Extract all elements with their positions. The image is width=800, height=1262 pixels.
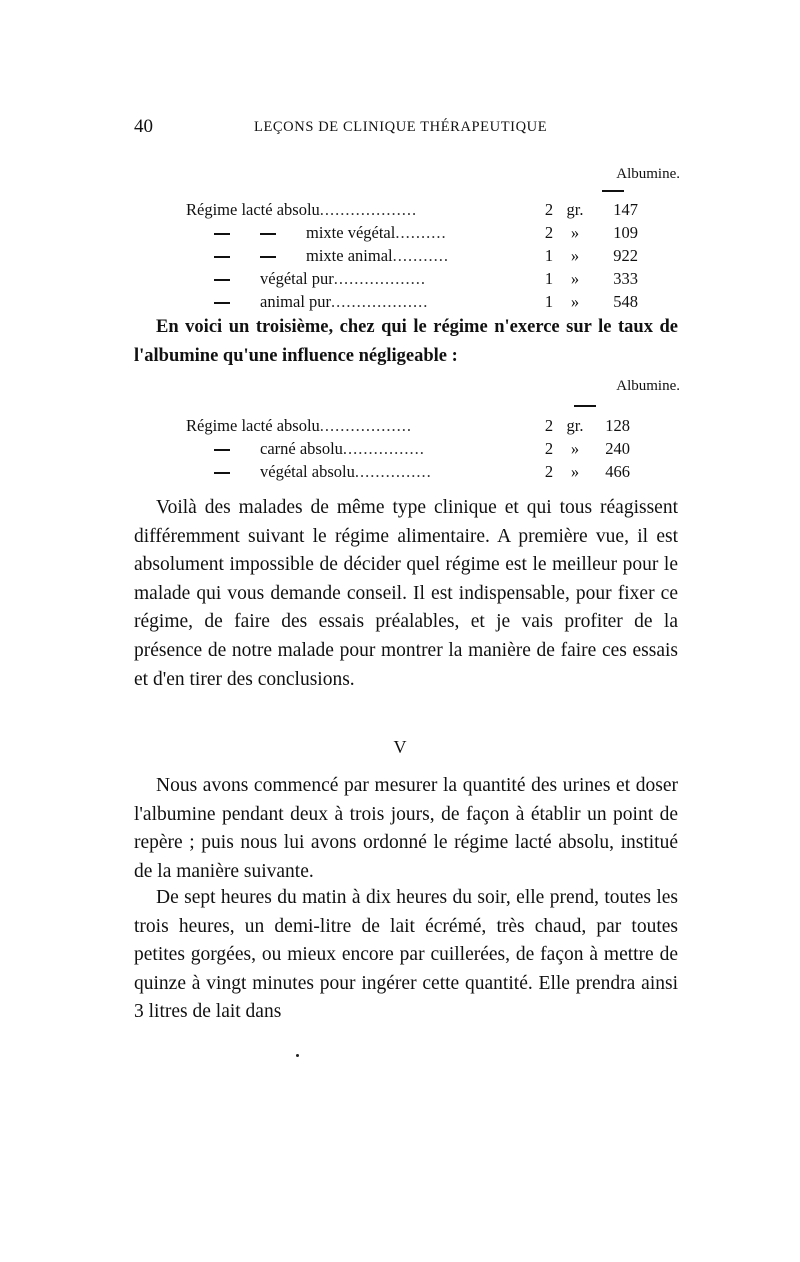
value-cell: 466 bbox=[605, 462, 630, 481]
paragraph-method: Nous avons commencé par mesurer la quantité des urines et doser l'albumine pendant deux à trois jours, de façon à établir un point de repère ; puis nous lui avons ordonné le régime lacté absolu, institué de la manière suivante. bbox=[134, 775, 678, 882]
ditto-dash bbox=[214, 233, 230, 235]
ditto-dash bbox=[260, 233, 276, 235]
value-cell: 147 bbox=[613, 200, 638, 219]
ditto-dash bbox=[214, 472, 230, 474]
table-row bbox=[186, 221, 638, 244]
grams-cell: 2 bbox=[544, 223, 554, 242]
ditto-dash bbox=[214, 302, 230, 304]
paragraph-third-case: En voici un troisième, chez qui le régime n'exerce sur le taux de l'albumine qu'une influence négligeable : bbox=[134, 317, 678, 366]
value-cell: 109 bbox=[613, 223, 638, 242]
leader-dots: .................. bbox=[333, 269, 427, 288]
running-title: LEÇONS DE CLINIQUE THÉRAPEUTIQUE bbox=[254, 119, 548, 135]
grams-cell: 1 bbox=[544, 292, 554, 311]
table-row bbox=[186, 244, 638, 267]
table1-column-heading: Albumine. bbox=[616, 166, 680, 182]
value-cell: 548 bbox=[613, 292, 638, 311]
leader-dots: .................. bbox=[319, 416, 413, 435]
albumin-table-1 bbox=[186, 198, 638, 313]
table2-heading-rule bbox=[574, 405, 596, 407]
section-numeral: V bbox=[393, 737, 407, 757]
row-label: mixte animal bbox=[306, 246, 393, 265]
grams-cell: 1 bbox=[544, 246, 554, 265]
row-label: végétal pur bbox=[260, 269, 334, 288]
table-row bbox=[186, 414, 630, 437]
unit-cell: » bbox=[570, 292, 580, 311]
table-row bbox=[186, 267, 638, 290]
grams-cell: 2 bbox=[544, 462, 554, 481]
unit-cell: » bbox=[570, 246, 580, 265]
unit-cell: gr. bbox=[566, 200, 584, 219]
row-label: végétal absolu bbox=[260, 462, 355, 481]
table-row bbox=[186, 290, 638, 313]
unit-cell: » bbox=[570, 439, 580, 458]
leader-dots: ........... bbox=[392, 246, 449, 265]
table-row bbox=[186, 437, 630, 460]
leader-dots: ............... bbox=[354, 462, 432, 481]
page-header bbox=[134, 116, 679, 140]
row-label: Régime lacté absolu bbox=[186, 200, 320, 219]
unit-cell: » bbox=[570, 269, 580, 288]
ditto-dash bbox=[214, 449, 230, 451]
paragraph-conclusion: Voilà des malades de même type clinique et qui tous réagissent différemment suivant le régime alimentaire. A première vue, il est absolument impossible de décider quel régime est le meilleur pour le malade qui vous demande conseil. Il est indispensable, pour fixer ce régime, de faire des essais préalables, et je vais profiter de la présence de notre malade pour montrer la manière de faire ces essais et d'en tirer des conclusions. bbox=[134, 497, 678, 690]
table-row bbox=[186, 460, 630, 483]
paragraph-regimen: De sept heures du matin à dix heures du soir, elle prend, toutes les trois heures, un demi-litre de lait écrémé, très chaud, par toutes petites gorgées, ou mieux encore par cuillerées, de façon à mettre de quinze à vingt minutes pour ingérer cette quantité. Elle prendra ainsi 3 litres de lait dans bbox=[134, 887, 678, 1023]
ditto-dash bbox=[260, 256, 276, 258]
grams-cell: 2 bbox=[544, 439, 554, 458]
albumin-table-2 bbox=[186, 414, 630, 483]
leader-dots: ................... bbox=[319, 200, 418, 219]
value-cell: 240 bbox=[605, 439, 630, 458]
print-speck bbox=[296, 1054, 299, 1057]
grams-cell: 1 bbox=[544, 269, 554, 288]
value-cell: 333 bbox=[613, 269, 638, 288]
table1-heading-rule bbox=[602, 190, 624, 192]
value-cell: 922 bbox=[613, 246, 638, 265]
table-row bbox=[186, 198, 638, 221]
grams-cell: 2 bbox=[544, 416, 554, 435]
ditto-dash bbox=[214, 256, 230, 258]
table2-column-heading: Albumine. bbox=[616, 378, 680, 394]
row-label: animal pur bbox=[260, 292, 332, 311]
page-number: 40 bbox=[134, 116, 153, 137]
value-cell: 128 bbox=[605, 416, 630, 435]
grams-cell: 2 bbox=[544, 200, 554, 219]
leader-dots: ................ bbox=[342, 439, 425, 458]
row-label: mixte végétal bbox=[306, 223, 396, 242]
unit-cell: » bbox=[570, 462, 580, 481]
leader-dots: .......... bbox=[395, 223, 447, 242]
ditto-dash bbox=[214, 279, 230, 281]
row-label: carné absolu bbox=[260, 439, 343, 458]
unit-cell: gr. bbox=[566, 416, 584, 435]
unit-cell: » bbox=[570, 223, 580, 242]
row-label: Régime lacté absolu bbox=[186, 416, 320, 435]
leader-dots: ................... bbox=[331, 292, 429, 311]
